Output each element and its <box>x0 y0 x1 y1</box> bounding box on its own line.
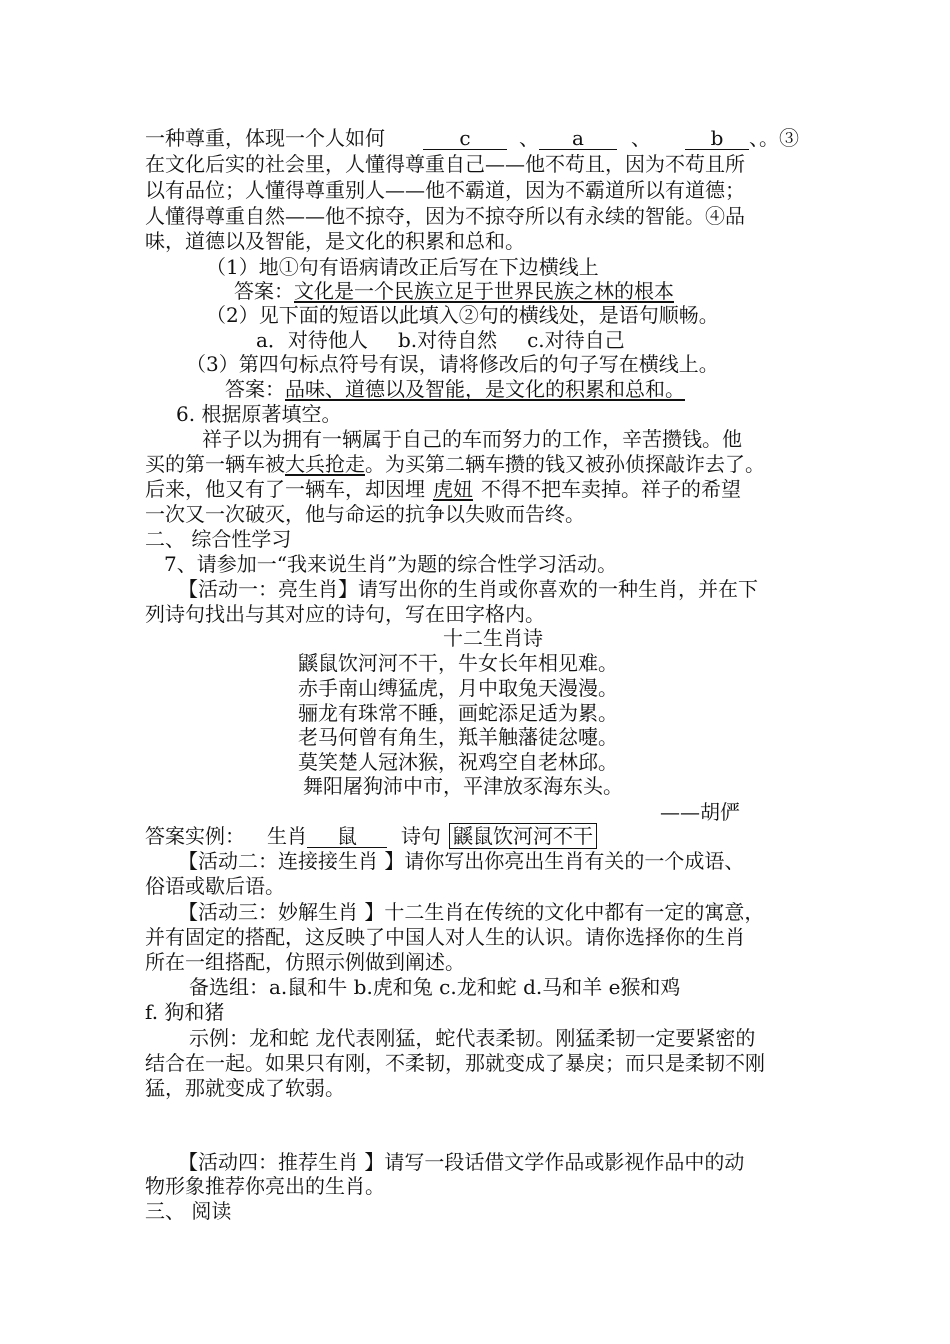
blank-c: c <box>423 127 507 150</box>
fill-in-answer: 虎妞 <box>433 477 473 501</box>
question-7: 7、请参加一“我来说生肖”为题的综合性学习活动。 <box>164 552 618 576</box>
passage-line-3: 以有品位；人懂得尊重别人——他不霸道，因为不霸道所以有道德； <box>145 178 745 202</box>
poem-line: 老马何曾有角生，羝羊触藩徒忿嚏。 <box>298 725 618 749</box>
activity-3-sample-3: 猛，那就变成了软弱。 <box>145 1076 345 1100</box>
poem-line: 骊龙有珠常不睡，画蛇添足适为累。 <box>298 701 618 725</box>
question-6-title: 6. 根据原著填空。 <box>176 402 342 426</box>
example-answer <box>145 823 597 849</box>
poem-line: 鼷鼠饮河河不干，牛女长年相见难。 <box>298 651 618 675</box>
question-6-line-3 <box>145 476 741 502</box>
passage-line-4: 人懂得尊重自然——他不掠夺，因为不掠夺所以有永续的智能。④品 <box>145 204 745 228</box>
activity-2-line-2: 俗语或歇后语。 <box>145 874 285 898</box>
zodiac-answer: 鼠 <box>307 825 387 848</box>
section-2-heading: 二、 综合性学习 <box>145 527 292 551</box>
activity-3-line-1: 【活动三：妙解生肖 】十二生肖在传统的文化中都有一定的寓意， <box>178 900 765 924</box>
section-3-heading: 三、 阅读 <box>145 1199 232 1223</box>
poem-line: 舞阳屠狗沛中市，平津放豕海东头。 <box>303 774 623 798</box>
verse-answer-box: 鼷鼠饮河河不干 <box>449 823 597 849</box>
question-6-line-2 <box>145 451 765 477</box>
question-1-answer-line <box>234 278 674 304</box>
activity-3-sample-2: 结合在一起。如果只有刚，不柔韧，那就变成了暴戾；而只是柔韧不刚 <box>145 1051 765 1075</box>
passage-text: 一种尊重，体现一个人如何 <box>145 126 385 150</box>
separator: 、 <box>519 126 539 150</box>
option-c: c.对待自己 <box>527 328 625 352</box>
separator: 、 <box>631 126 651 150</box>
question-3-prompt: （3）第四句标点符号有误，请将修改后的句子写在横线上。 <box>186 352 719 376</box>
poem-line: 莫笑楚人冠沐猴，祝鸡空自老林邱。 <box>298 750 618 774</box>
activity-3-sample-1: 示例：龙和蛇 龙代表刚猛，蛇代表柔韧。刚猛柔韧一定要紧密的 <box>189 1026 756 1050</box>
activity-3-line-3: 所在一组搭配，仿照示例做到阐述。 <box>145 950 465 974</box>
activity-2-line-1: 【活动二：连接接生肖 】请你写出你亮出生肖有关的一个成语、 <box>178 849 745 873</box>
question-1-prompt: （1）地①句有语病请改正后写在下边横线上 <box>206 255 599 279</box>
question-2-prompt: （2）见下面的短语以此填入②句的横线处，是语句顺畅。 <box>206 303 719 327</box>
option-a: a．对待他人 <box>256 328 368 352</box>
passage-text: 后来，他又有了一辆车，却因埋 <box>145 477 425 501</box>
example-label: 答案实例： <box>145 824 245 848</box>
fill-in-answer: 大兵抢走 <box>285 452 365 476</box>
passage-text: 。为买第二辆车攒的钱又被孙侦探敲诈去了。 <box>365 452 765 476</box>
blank-a: a <box>539 127 617 150</box>
option-b: b.对待自然 <box>397 328 498 352</box>
passage-text: 不得不把车卖掉。祥子的希望 <box>481 477 741 501</box>
zodiac-label: 生肖 <box>267 824 307 848</box>
question-6-line-1: 祥子以为拥有一辆属于自己的车而努力的工作，辛苦攒钱。他 <box>202 427 742 451</box>
answer-label: 答案： <box>225 377 285 401</box>
passage-text: 买的第一辆车被 <box>145 452 285 476</box>
activity-3-options-2: f. 狗和猪 <box>145 1000 225 1024</box>
activity-3-options-1: 备选组：a.鼠和牛 b.虎和兔 c.龙和蛇 d.马和羊 e猴和鸡 <box>189 975 681 999</box>
answer-label: 答案： <box>234 279 294 303</box>
activity-4-line-1: 【活动四：推荐生肖 】请写一段话借文学作品或影视作品中的动 <box>178 1150 745 1174</box>
question-2-options <box>256 327 625 353</box>
poem-title: 十二生肖诗 <box>443 626 543 650</box>
passage-line-1 <box>145 125 799 151</box>
blank-b: b <box>685 127 749 150</box>
question-3-answer-line <box>225 376 685 402</box>
activity-3-line-2: 并有固定的搭配，这反映了中国人对人生的认识。请你选择你的生肖 <box>145 925 745 949</box>
question-6-line-4: 一次又一次破灭，他与命运的抗争以失败而告终。 <box>145 502 585 526</box>
poem-line: 赤手南山缚猛虎，月中取兔天漫漫。 <box>298 676 618 700</box>
poem-author: ——胡俨 <box>660 800 740 824</box>
passage-text: 、。③ <box>749 126 799 150</box>
question-3-answer: 品味、道德以及智能，是文化的积累和总和。 <box>285 377 685 401</box>
activity-4-line-2: 物形象推荐你亮出的生肖。 <box>145 1174 385 1198</box>
verse-label: 诗句 <box>401 824 441 848</box>
activity-1-line-2: 列诗句找出与其对应的诗句，写在田字格内。 <box>145 602 545 626</box>
passage-line-2: 在文化后实的社会里，人懂得尊重自己——他不苟且，因为不苟且所 <box>145 152 745 176</box>
passage-line-5: 味，道德以及智能，是文化的积累和总和。 <box>145 229 525 253</box>
question-1-answer: 文化是一个民族立足于世界民族之林的根本 <box>294 279 674 303</box>
activity-1-line-1: 【活动一：亮生肖】请写出你的生肖或你喜欢的一种生肖，并在下 <box>178 577 758 601</box>
